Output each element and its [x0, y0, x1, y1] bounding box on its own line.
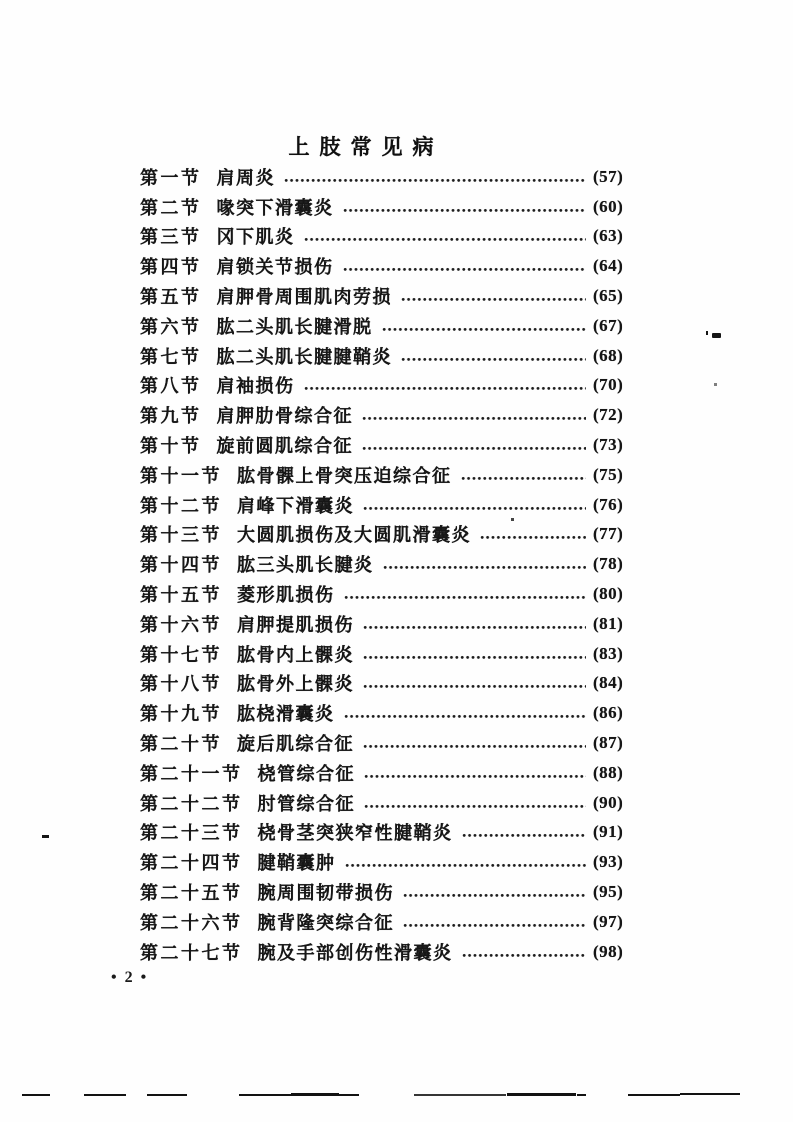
scan-artifact-bottom-line	[147, 1094, 187, 1096]
page-number: (77)	[593, 524, 624, 544]
page-number: (93)	[593, 852, 624, 872]
toc-entry	[140, 371, 643, 401]
dot-leader	[363, 655, 586, 660]
section-number: 第九节	[140, 406, 202, 427]
page-number: (64)	[593, 256, 624, 276]
page-number: (87)	[593, 733, 624, 753]
scan-artifact-bottom-line	[291, 1093, 339, 1096]
dot-leader	[382, 327, 587, 332]
page-number: (86)	[593, 703, 624, 723]
section-number: 第二十一节	[140, 763, 243, 784]
section-number: 第十三节	[140, 525, 222, 546]
section-number: 第一节	[140, 167, 202, 188]
section-number: 第十二节	[140, 495, 222, 516]
section-title: 腕背隆突综合征	[257, 912, 394, 933]
toc-entry	[140, 460, 643, 490]
dot-leader	[343, 267, 587, 272]
section-title: 菱形肌损伤	[237, 585, 335, 606]
section-number: 第二节	[140, 197, 202, 218]
toc-entry	[140, 728, 643, 758]
toc-entry	[140, 549, 643, 579]
toc-entry	[140, 847, 643, 877]
page-number: (98)	[593, 941, 624, 961]
toc-entry	[140, 222, 643, 252]
section-title: 桡管综合征	[257, 763, 355, 784]
toc-entry	[140, 341, 643, 371]
dot-leader	[364, 774, 586, 779]
section-title: 肱二头肌长腱滑脱	[216, 316, 373, 337]
scan-artifact	[42, 835, 49, 838]
page-number: (70)	[593, 375, 624, 395]
scan-artifact-bottom-line	[680, 1093, 740, 1095]
scan-artifact	[706, 331, 708, 335]
dot-leader	[462, 953, 587, 958]
dot-leader	[362, 416, 586, 421]
toc-entry	[140, 788, 643, 818]
section-title: 肩胛提肌损伤	[237, 614, 354, 635]
dot-leader	[462, 833, 587, 838]
section-number: 第二十五节	[140, 883, 243, 904]
page-number: (60)	[593, 196, 624, 216]
dot-leader	[403, 923, 586, 928]
scan-artifact-bottom-line	[414, 1094, 506, 1096]
dot-leader	[363, 684, 586, 689]
section-number: 第六节	[140, 316, 202, 337]
section-title: 肱骨髁上骨突压迫综合征	[237, 465, 452, 486]
section-title: 肩峰下滑囊炎	[237, 495, 354, 516]
table-of-contents	[140, 162, 643, 967]
dot-leader	[364, 804, 586, 809]
section-number: 第五节	[140, 287, 202, 308]
toc-entry	[140, 698, 643, 728]
section-title: 腱鞘囊肿	[257, 853, 336, 874]
dot-leader	[304, 386, 587, 391]
dot-leader	[343, 208, 587, 213]
page-number: (90)	[593, 792, 624, 812]
toc-entry	[140, 311, 643, 341]
dot-leader	[344, 595, 587, 600]
toc-entry	[140, 609, 643, 639]
section-number: 第二十三节	[140, 823, 243, 844]
page-number: (57)	[593, 166, 624, 186]
page-number: (68)	[593, 345, 624, 365]
dot-leader	[284, 178, 586, 183]
scan-artifact-bottom-line	[507, 1093, 576, 1096]
section-title: 肩锁关节损伤	[216, 257, 334, 278]
toc-entry	[140, 579, 643, 609]
toc-entry	[140, 937, 643, 967]
page-number: (91)	[593, 822, 624, 842]
toc-entry	[140, 430, 643, 460]
page-number: (84)	[593, 673, 624, 693]
section-title: 肱二头肌长腱腱鞘炎	[216, 346, 392, 367]
dot-leader	[401, 357, 586, 362]
section-number: 第七节	[140, 346, 202, 367]
dot-leader	[363, 744, 586, 749]
page-number: (97)	[593, 911, 624, 931]
section-number: 第二十六节	[140, 912, 243, 933]
page-number: (76)	[593, 494, 624, 514]
section-title: 肩周炎	[216, 167, 275, 188]
section-title: 肘管综合征	[257, 793, 355, 814]
dot-leader	[461, 476, 587, 481]
section-title: 喙突下滑囊炎	[216, 197, 334, 218]
section-number: 第十五节	[140, 585, 222, 606]
section-title: 旋后肌综合征	[237, 734, 354, 755]
toc-entry	[140, 162, 643, 192]
section-title: 肱骨内上髁炎	[237, 644, 354, 665]
toc-entry	[140, 490, 643, 520]
section-number: 第十六节	[140, 614, 222, 635]
section-title: 肱骨外上髁炎	[237, 674, 354, 695]
section-number: 第十四节	[140, 555, 222, 576]
toc-entry	[140, 192, 643, 222]
section-number: 第十七节	[140, 644, 222, 665]
toc-entry	[140, 758, 643, 788]
section-number: 第二十二节	[140, 793, 243, 814]
folio-page-number: • 2 •	[111, 969, 149, 986]
page-title: 上肢常见病	[288, 135, 444, 159]
page-number: (65)	[593, 286, 624, 306]
section-number: 第八节	[140, 376, 202, 397]
toc-entry	[140, 251, 643, 281]
section-title: 肱桡滑囊炎	[237, 704, 335, 725]
toc-entry	[140, 877, 643, 907]
toc-entry	[140, 818, 643, 848]
section-number: 第二十节	[140, 734, 222, 755]
toc-entry	[140, 907, 643, 937]
page-number: (73)	[593, 435, 624, 455]
dot-leader	[401, 297, 586, 302]
dot-leader	[304, 237, 587, 242]
section-title: 桡骨茎突狭窄性腱鞘炎	[257, 823, 453, 844]
section-number: 第二十四节	[140, 853, 243, 874]
dot-leader	[363, 625, 586, 630]
section-number: 第十九节	[140, 704, 222, 725]
section-title: 冈下肌炎	[216, 227, 295, 248]
page-number: (80)	[593, 584, 624, 604]
scan-artifact	[714, 383, 717, 386]
toc-entry	[140, 639, 643, 669]
dot-leader	[403, 893, 586, 898]
section-title: 腕周围韧带损伤	[257, 883, 394, 904]
scan-artifact-bottom-line	[84, 1094, 126, 1096]
scan-artifact	[712, 333, 721, 338]
section-number: 第十一节	[140, 465, 222, 486]
page-number: (81)	[593, 613, 624, 633]
section-number: 第十节	[140, 436, 202, 457]
section-title: 腕及手部创伤性滑囊炎	[257, 942, 453, 963]
dot-leader	[344, 714, 587, 719]
page-number: (75)	[593, 464, 624, 484]
page-number: (67)	[593, 315, 624, 335]
section-title: 肱三头肌长腱炎	[237, 555, 374, 576]
section-title: 大圆肌损伤及大圆肌滑囊炎	[237, 525, 471, 546]
page-number: (88)	[593, 762, 624, 782]
scan-artifact	[511, 518, 514, 521]
section-number: 第三节	[140, 227, 202, 248]
scan-artifact-bottom-line	[577, 1094, 586, 1096]
toc-entry	[140, 669, 643, 699]
section-title: 肩胛骨周围肌肉劳损	[216, 287, 392, 308]
page-number: (83)	[593, 643, 624, 663]
toc-entry	[140, 400, 643, 430]
section-title: 旋前圆肌综合征	[216, 436, 353, 457]
section-number: 第二十七节	[140, 942, 243, 963]
page-number: (95)	[593, 882, 624, 902]
section-title: 肩胛肋骨综合征	[216, 406, 353, 427]
section-title: 肩袖损伤	[216, 376, 295, 397]
toc-entry	[140, 281, 643, 311]
scan-artifact-bottom-line	[628, 1094, 680, 1096]
page-number: (72)	[593, 405, 624, 425]
dot-leader	[480, 535, 586, 540]
toc-entry	[140, 520, 643, 550]
page-number: (78)	[593, 554, 624, 574]
dot-leader	[362, 446, 586, 451]
section-number: 第四节	[140, 257, 202, 278]
dot-leader	[345, 863, 587, 868]
page-number: (63)	[593, 226, 624, 246]
scan-artifact-bottom-line	[22, 1094, 50, 1096]
section-number: 第十八节	[140, 674, 222, 695]
dot-leader	[363, 506, 586, 511]
dot-leader	[383, 565, 587, 570]
